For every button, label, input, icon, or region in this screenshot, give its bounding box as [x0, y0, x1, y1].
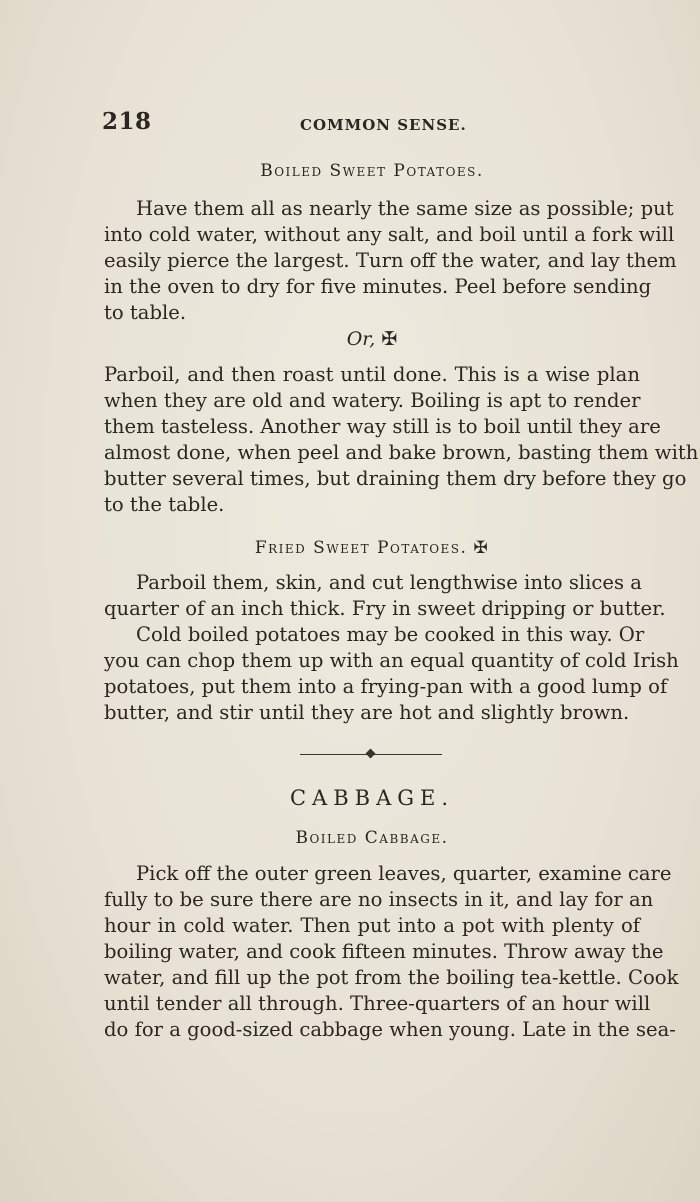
paragraph-line: Cold boiled potatoes may be cooked in this way. Or [136, 623, 645, 646]
heading-boiled-cabbage [104, 828, 640, 848]
paragraph-line: Pick off the outer green leaves, quarter, examine care [136, 862, 672, 885]
paragraph-line: them tasteless. Another way still is to boil until they are [104, 415, 661, 438]
paragraph-line: to table. [104, 301, 187, 324]
page-number: 218 [102, 108, 152, 135]
paragraph-line: potatoes, put them into a frying-pan with a good lump of [104, 675, 668, 698]
running-head: COMMON SENSE. [300, 116, 467, 134]
or-divider [104, 328, 640, 350]
heading-text: Boiled Sweet Potatoes. [260, 161, 484, 181]
paragraph-line: butter several times, but draining them dry before they go [104, 467, 687, 490]
maltese-cross-icon: ✠ [473, 538, 490, 558]
paragraph-line: Have them all as nearly the same size as possible; put [136, 197, 674, 220]
paragraph-line: hour in cold water. Then put into a pot with plenty of [104, 914, 640, 937]
paragraph-line: quarter of an inch thick. Fry in sweet dripping or butter. [104, 597, 666, 620]
paragraph-line: do for a good-sized cabbage when young. Late in the sea- [104, 1018, 676, 1041]
heading-text: Fried Sweet Potatoes. [254, 538, 468, 558]
heading-text: Boiled Cabbage. [295, 828, 449, 848]
section-title-cabbage: CABBAGE. [289, 786, 455, 810]
paragraph-line: into cold water, without any salt, and boil until a fork will [104, 223, 675, 246]
paragraph-line: you can chop them up with an equal quantity of cold Irish [104, 649, 679, 672]
diamond-ornament-icon [366, 749, 376, 759]
paragraph-line: Parboil, and then roast until done. This is a wise plan [104, 363, 640, 386]
paragraph-line: butter, and stir until they are hot and slightly brown. [104, 701, 630, 724]
maltese-cross-icon: ✠ [381, 328, 398, 350]
paragraph-line: almost done, when peel and bake brown, basting them with [104, 441, 699, 464]
paragraph-line: to the table. [104, 493, 225, 516]
paragraph-line: until tender all through. Three-quarters of an hour will [104, 992, 651, 1015]
paragraph-line: easily pierce the largest. Turn off the water, and lay them [104, 249, 677, 272]
heading-boiled-sweet-potatoes [104, 161, 640, 181]
paragraph-line: water, and fill up the pot from the boiling tea-kettle. Cook [104, 966, 679, 989]
paragraph-line: fully to be sure there are no insects in it, and lay for an [104, 888, 654, 911]
paragraph-line: Parboil them, skin, and cut lengthwise into slices a [136, 571, 642, 594]
paragraph-line: when they are old and watery. Boiling is apt to render [104, 389, 641, 412]
or-label: Or, [346, 328, 376, 350]
page-header [104, 108, 640, 138]
paragraph-line: boiling water, and cook fifteen minutes. Throw away the [104, 940, 664, 963]
paragraph-line: in the oven to dry for five minutes. Peel before sending [104, 275, 652, 298]
heading-fried-sweet-potatoes [104, 538, 640, 558]
